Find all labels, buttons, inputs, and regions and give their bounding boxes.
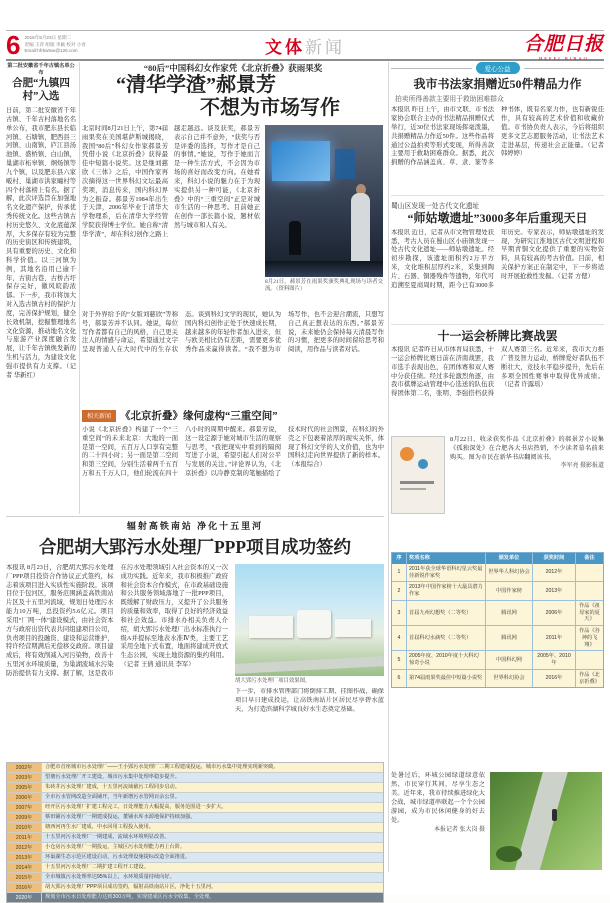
- awards-row: [392, 650, 603, 669]
- masthead-logo: 合肥日报: [523, 34, 604, 55]
- awards-header-cell: 颁发单位: [486, 553, 533, 564]
- book-note-text: [450, 436, 604, 514]
- award-note: [576, 582, 603, 600]
- cover-art-shape: [418, 459, 428, 469]
- timeline-desc: 望塘污水处理厂开工建设，城市污水集中处理率稳步提升。: [42, 773, 383, 782]
- timeline-desc: 塘西河再生水厂建成，中水回用工程投入使用。: [42, 823, 383, 832]
- bridge-title: 十一运会桥牌比赛战罢: [437, 328, 558, 343]
- timeline-row: [7, 792, 383, 802]
- charity-body: 本报讯 昨日上午，由市文联、市书法家协会联合主办的书法精品捐赠仪式举行，近30位书法家现场挥毫泼墨，共捐赠精品力作近50件。这些作品将通过公益拍卖等形式变现，所得善款主要用于救助困难群众。据悉，此次捐赠的作品涵盖真、草、隶、篆等多种书体，既有名家力作，也有新锐佳作，具有较高的艺术价值和收藏价值。市书协负责人表示，今后将组织更多文艺志愿服务活动，让书法艺术走进基层，传递社会正能量。（记者 韩婷婷）: [391, 106, 604, 167]
- issue-info: [24, 35, 86, 56]
- section-title-red: 文体: [264, 37, 305, 57]
- timeline-row: [7, 832, 383, 842]
- page-number: 6: [6, 30, 21, 60]
- cover-title-shape: [400, 481, 434, 484]
- park-photo: [490, 772, 602, 870]
- article-title: 合肥“九镇四村”入选: [12, 78, 70, 102]
- timeline-year: 2011年: [7, 833, 42, 842]
- award-no: 3: [392, 601, 407, 625]
- awards-row: [392, 669, 603, 688]
- charity-subtitle: 拍卖所得善款主要用于救助困难群众: [395, 96, 504, 104]
- timeline-desc: 朱砖井污水处理厂建成，十五里河流域截污工程同步启动。: [42, 783, 383, 792]
- awards-row: [392, 581, 603, 600]
- timeline-year: 2009年: [7, 813, 42, 822]
- park-photo-block: [391, 772, 604, 870]
- article-ppp: [6, 519, 384, 903]
- main-body-part2: 对于外界给予的“女版刘慈欣”等称号，郝景芳并不认同。她说，每位写作者都有自己的风格，自己更关注人的情感与命运，希望通过文字呈现普通人在大时代中的生存状态。谈到科幻文学的现状，她认为国内科幻创作正处于快速成长期，越来越多的年轻作者加入进来，但与欧美相比仍有差距，需要更多优秀作品来赢得读者。“我不想为市场写作，也不会迎合潮流，只想写自己真正想表达的东西。”郝景芳说，未来她仍会保持每天清晨写作的习惯，把更多的时间留给思考和阅读，用作品与读者对话。: [82, 311, 384, 354]
- award-note: 作品《祖母家的夏天》: [576, 601, 603, 625]
- award-issuer: 腾讯网: [486, 626, 533, 650]
- badge-rule: [391, 68, 472, 69]
- book-photo-note: [391, 436, 604, 514]
- timeline-year: 2005年: [7, 783, 42, 792]
- editor-line: 责编 王萍 组版 李颖 校对 小青: [24, 41, 86, 47]
- charity-badge: 爱心公益: [476, 62, 520, 74]
- section-divider: [6, 516, 384, 517]
- cover-art-shape: [400, 447, 414, 461]
- award-no: 5: [392, 651, 407, 669]
- article-body: 日前，第二批安徽省千年古镇、千年古村落地名名单公布，我市肥东县长临河镇、石塘镇，肥西县三河镇、山南镇，庐江县汤池镇、盛桥镇、白山镇，巢湖市柘皋镇、烔炀镇等九个镇，以及肥东县六家畈村、巢湖市洪家疃村等四个村落榜上有名。据了解，此次评选旨在加强地名文化遗产保护，传承优秀传统文化。这些古镇古村历史悠久、文化底蕴深厚，大多保存有较为完整的历史街区和传统建筑，具有重要的历史、文化和科学价值。以三河镇为例，其地名沿用已逾千年，古街古巷、古桥古圩保存完好，徽风皖韵浓郁。下一步，我市将加大对入选古镇古村的保护力度，完善保护规划，健全长效机制，挖掘整理地名文化资源，推动地名文化与旅游产业深度融合发展，让千年古镇焕发新的生机与活力，为建设文化强市提供有力支撑。（记者 华新红）: [6, 107, 76, 379]
- award-issuer: 腾讯网: [486, 601, 533, 625]
- stage-panel-shape: [335, 149, 355, 179]
- timeline-year: 2006年: [7, 793, 42, 802]
- building-shape: [249, 616, 293, 638]
- section-title-gray: 新闻: [304, 37, 345, 57]
- ppp-headline: 合肥胡大郢污水处理厂PPP项目成功签约: [38, 537, 352, 557]
- award-year: 2006年: [533, 601, 576, 625]
- article-bridge: [391, 324, 604, 430]
- email-line: Email:hfrbwtxw@126.com: [24, 48, 78, 54]
- building-shape: [335, 619, 371, 637]
- sewage-timeline-table: [6, 762, 384, 903]
- award-note: 作品《北京折叠》: [576, 670, 603, 688]
- award-name: 第74届雨果奖最佳中短篇小说奖: [407, 670, 486, 688]
- awards-row: [392, 625, 603, 650]
- timeline-year: 2014年: [7, 863, 42, 872]
- timeline-year: 2007年: [7, 803, 42, 812]
- cover-subtitle-shape: [400, 488, 426, 490]
- award-issuer: 中国科幻网: [486, 651, 533, 669]
- photo-caption: 8月21日，郝景芳在雨果奖颁奖典礼现场与读者交流。（资料图片）: [265, 279, 383, 293]
- ppp-body: 本报讯 8月23日，合肥胡大郢污水处理厂PPP项目投资合作协议正式签约，标志着该项目进入实质性实施阶段。该项目位于包河区，服务范围涵盖高铁南站片区及十五里河流域，规划日处理污水能力10万吨，总投资约5.6亿元。项目采用“厂网一体”建设模式，由社会资本方与政府出资代表共同组建项目公司，负责项目的投融资、建设和运营维护，特许经营期满后无偿移交政府。项目建成后，将有效削减入河污染物，改善十五里河水环境质量，为巢湖流域水污染防治提供有力支撑。据了解，这是我市在污水处理领域引入社会资本的又一次成功实践。近年来，我市积极推广政府和社会资本合作模式，在市政基础设施和公共服务领域落地了一批PPP项目，既缓解了财政压力，又提升了公共服务的质量和效率，取得了良好的经济效益和社会效益。市排水办相关负责人介绍，胡大郢污水处理厂出水标准执行一级A并提标至地表水准Ⅳ类，主要工艺采用全地下式布置，地面将建成开放式生态公园，实现土地资源的集约利用。（记者 王倩 通讯员 李军）: [6, 564, 228, 677]
- award-no: 6: [392, 670, 407, 688]
- article-kicker: 第二批安徽省千年古镇名单公布: [7, 63, 75, 76]
- article-relic: [391, 195, 604, 318]
- timeline-year: 2010年: [7, 823, 42, 832]
- award-name: 首届九州幻想奖（二等奖）: [407, 601, 486, 625]
- award-no: 4: [392, 626, 407, 650]
- award-year: 2005年、2010年: [533, 651, 576, 669]
- awards-table-block: [391, 552, 604, 688]
- main-kicker: “80后”中国科幻女作家凭《北京折叠》获雨果奖: [143, 63, 323, 73]
- article-ancient-towns: [6, 62, 76, 514]
- awards-rows: [392, 564, 603, 688]
- article-charity: [391, 62, 604, 190]
- award-note: [576, 564, 603, 582]
- timeline-desc: 十五里河污水处理厂一期建成，流域水环境明显改善。: [42, 833, 383, 842]
- right-column: [391, 62, 604, 550]
- main-photo-block: [265, 125, 383, 307]
- masthead: [524, 29, 604, 61]
- award-issuer: 世界科幻协会: [486, 670, 533, 688]
- timeline-row: [7, 772, 383, 782]
- timeline-desc: 全市城镇污水处理率达95%以上，水环境质量持续向好。: [42, 873, 383, 882]
- related-news-head: [82, 408, 384, 423]
- book-note-caption: 8月22日，收录获奖作品《北京折叠》的郝景芳小说集《孤独深处》在合肥各大书店热销，不少读者慕名前来购买。图为市民在新华书店翻阅该书。: [450, 436, 604, 461]
- related-news-body: 小说《北京折叠》构建了一个“三重空间”的未来北京：大地的一面是第一空间，五百万人口享有完整的二十四小时；另一面是第二空间和第三空间，分别生活着两千五百万和五千万人口，他们轮流在四十八小时的周期中醒来。郝景芳说，这一设定源于她对城市生活的观察与思考，“我把现实中看到的隔阂写进了小说，希望引起人们对公平与发展的关注。”评论界认为，《北京折叠》以冷静克制的笔触描绘了技术时代的社会图景，在科幻的外壳之下包裹着浓厚的现实关怀，体现了科幻文学的人文价值，也为中国科幻走向世界提供了新的样本。（本报综合）: [82, 426, 384, 478]
- relic-kicker: 蜀山区发现一处古代文化遗址: [391, 203, 480, 211]
- masthead-subtitle: HEFEI RIBAO: [539, 56, 589, 61]
- timeline-year: 2002年: [7, 763, 42, 772]
- person-figure-shape: [351, 193, 370, 267]
- awards-header-cell: 奖项名称: [407, 553, 486, 564]
- award-note: [576, 651, 603, 669]
- rendering-caption: 胡大郢污水处理厂项目效果图。: [235, 678, 311, 684]
- awards-row: [392, 564, 603, 582]
- park-caption: [391, 772, 485, 870]
- award-note: 作品《谷神的飞翔》: [576, 626, 603, 650]
- charity-title: 我市书法家捐赠近50件精品力作: [413, 77, 582, 91]
- column-divider: [79, 62, 80, 514]
- awards-table: [391, 552, 604, 688]
- column-divider: [388, 62, 389, 872]
- timeline-desc: 环巢湖生态示范区建设启动，污水处理设施提标改造全面推进。: [42, 853, 383, 862]
- timeline-year: 2012年: [7, 843, 42, 852]
- ppp-image-block: [235, 564, 384, 756]
- relic-body: 本报讯 近日，记者从市文物管理处获悉，考古人员在蜀山区小庙镇发现一处古代文化遗址——师姑墩遗址。经初步勘探，该遗址面积约2万平方米，文化堆积层厚约2米，采集到陶片、石器、铜器残件等遗物，年代可追溯至夏商周时期，距今已有3000多年历史。专家表示，师姑墩遗址的发现，为研究江淮地区古代文明进程和早期青铜文化提供了重要的实物资料，具有较高的考古价值。目前，相关保护方案正在制定中，下一步将适时开展抢救性发掘。（记者 方偲）: [391, 228, 604, 289]
- related-news-tag: 相关新闻: [82, 410, 116, 422]
- timeline-row: [7, 852, 383, 862]
- article-hugo-award: [82, 62, 384, 514]
- ppp-content-row: [6, 564, 384, 756]
- awards-header-cell: 序: [392, 553, 407, 564]
- timeline-row: [7, 872, 383, 882]
- badge-rule: [524, 68, 605, 69]
- park-credit: 本报记者 张大岗 摄: [433, 826, 485, 833]
- timeline-desc: 经开区污水处理厂扩建工程完工，日处理能力大幅提高，服务范围进一步扩大。: [42, 803, 383, 812]
- plant-rendering-image: [235, 564, 384, 676]
- timeline-year: 2003年: [7, 773, 42, 782]
- timeline-year: 2015年: [7, 873, 42, 882]
- park-caption-text: 处暑过后，环城公园绿道绿意依然，市民穿行其间，尽享生态之美。近年来，我市持续推进绿化大会战，城市绿道串联起一个个公园游园，成为市民休闲健身的好去处。: [391, 772, 485, 824]
- page-meta: [6, 32, 86, 58]
- charity-badge-row: [391, 62, 604, 74]
- timeline-desc: 胡大郢污水处理厂PPP项目成功签约，辐射高铁南站片区，净化十五里河。: [42, 883, 383, 892]
- timeline-row: [7, 862, 383, 872]
- relic-title: “师姑墩遗址”3000多年后重现天日: [407, 211, 588, 226]
- award-name: 2013年中国作家榜十大最具潜力作家: [407, 582, 486, 600]
- ppp-kicker: 辐射高铁南站 净化十五里河: [126, 521, 264, 531]
- award-issuer: 世界华人科幻协会: [486, 564, 533, 582]
- timeline-year: 2013年: [7, 853, 42, 862]
- timeline-year: 2016年: [7, 883, 42, 892]
- timeline-row: [7, 802, 383, 812]
- stage-screen-shape: [272, 141, 330, 181]
- silhouette-shape: [289, 221, 301, 255]
- issue-date: 2016年8月23日 星期二: [24, 34, 72, 40]
- award-year: 2016年: [533, 670, 576, 688]
- awards-header-cell: 备注: [576, 553, 603, 564]
- award-ceremony-photo: [265, 125, 383, 277]
- award-year: 2011年: [533, 626, 576, 650]
- related-news-title: 《北京折叠》缘何虚构“三重空间”: [120, 411, 278, 422]
- main-body-part1: 北京时间8月21日上午，第74届雨果奖在美国堪萨斯城揭晓，我国“80后”科幻女作家郝景芳凭借小说《北京折叠》获得最佳中短篇小说奖。这是继刘慈欣《三体》之后，中国作家再次摘得这一世界科幻文坛最高奖项，消息传来，国内科幻界为之振奋。郝景芳1984年出生于天津，2006年毕业于清华大学物理系，后在清华大学经管学院获得博士学位。她自称“清华学渣”，却在科幻创作之路上越走越远。谈及获奖，郝景芳表示自己并不意外，“获奖与否是评委的选择，写作才是自己的事情。”她说，写作于她而言是一种生活方式，不会因为市场的喜好而改变方向。在她看来，科幻小说的魅力在于为现实提供另一种可能，《北京折叠》中的“三重空间”正是对城市生活的一种思考。目前她正在创作一部长篇小说，题材依然与城市和人有关。: [82, 125, 260, 238]
- timeline-desc: 十五里河污水处理厂二期扩建工程开工建设。: [42, 863, 383, 872]
- timeline-row: [7, 882, 383, 892]
- building-shape: [297, 610, 331, 638]
- timeline-desc: 全市污水管网改造全面铺开，当年新增污水管网百余公里。: [42, 793, 383, 802]
- book-note-credit: 李军亮 摄影报道: [560, 463, 604, 470]
- timeline-row: [7, 812, 383, 822]
- award-no: 1: [392, 564, 407, 582]
- ppp-side-text: 下一步，市排水管理部门将倒排工期、挂图作战，确保项目早日建成投运，让高铁南站片区居民尽享碧水蓝天，为打造滨湖科学城良好水生态奠定基础。: [235, 688, 384, 713]
- awards-header-row: [392, 553, 603, 564]
- floor-shape: [265, 261, 383, 277]
- award-name: 2011年获全球华语科幻星云奖最佳新锐作家奖: [407, 564, 486, 582]
- section-title: [265, 33, 345, 58]
- timeline-year: 2020年: [7, 893, 42, 902]
- awards-row: [392, 600, 603, 625]
- main-headline-line2: 不想为市场写作: [200, 97, 340, 119]
- road-shape: [235, 656, 384, 674]
- bush-shape: [496, 846, 522, 862]
- timeline-row: [7, 782, 383, 792]
- timeline-row: [7, 763, 383, 772]
- timeline-desc: 蔡田铺污水处理厂一期建成投运，董铺水库水源地保护持续加强。: [42, 813, 383, 822]
- timeline-desc: 合肥市首座城市污水处理厂——王小郢污水处理厂二期工程建成投运，城市污水集中处理实现新突破。: [42, 763, 383, 772]
- award-name: 首届科幻水滴奖（二等奖）: [407, 626, 486, 650]
- timeline-row: [7, 842, 383, 852]
- main-top-block: [82, 125, 384, 307]
- award-year: 2013年: [533, 582, 576, 600]
- book-cover-photo: [391, 436, 445, 514]
- awards-header-cell: 获奖时间: [533, 553, 576, 564]
- timeline-desc: 小仓房污水处理厂一期投运，主城区污水处理能力再上台阶。: [42, 843, 383, 852]
- bridge-body: 本报讯 记者昨日从市体育局获悉，十一运会桥牌比赛日前在济南战罢，我市选手表现出色，在团体赛和双人赛中分获佳绩。经过多轮激烈角逐，由我市棋牌运动管理中心选送的队伍获得团体第二名，张明、李强搭档获得双人赛第三名。近年来，我市大力推广普及智力运动，桥牌爱好者队伍不断壮大，竞技水平稳步提升，先后在多项全国性赛事中取得优异成绩。（记者 许露瑶）: [391, 346, 604, 398]
- award-year: 2012年: [533, 564, 576, 582]
- main-headline-line1: “清华学渣”郝景芳: [116, 74, 276, 96]
- timeline-desc: 规划全市污水日处理能力达到300万吨，实现建成区污水全收集、全处理。: [42, 893, 383, 902]
- award-issuer: 中国作家榜: [486, 582, 533, 600]
- award-no: 2: [392, 582, 407, 600]
- timeline-row: [7, 822, 383, 832]
- award-name: 2005年度、2010年度十大科幻惊奇小说: [407, 651, 486, 669]
- page-header: [6, 30, 604, 61]
- walker-shape: [552, 809, 557, 821]
